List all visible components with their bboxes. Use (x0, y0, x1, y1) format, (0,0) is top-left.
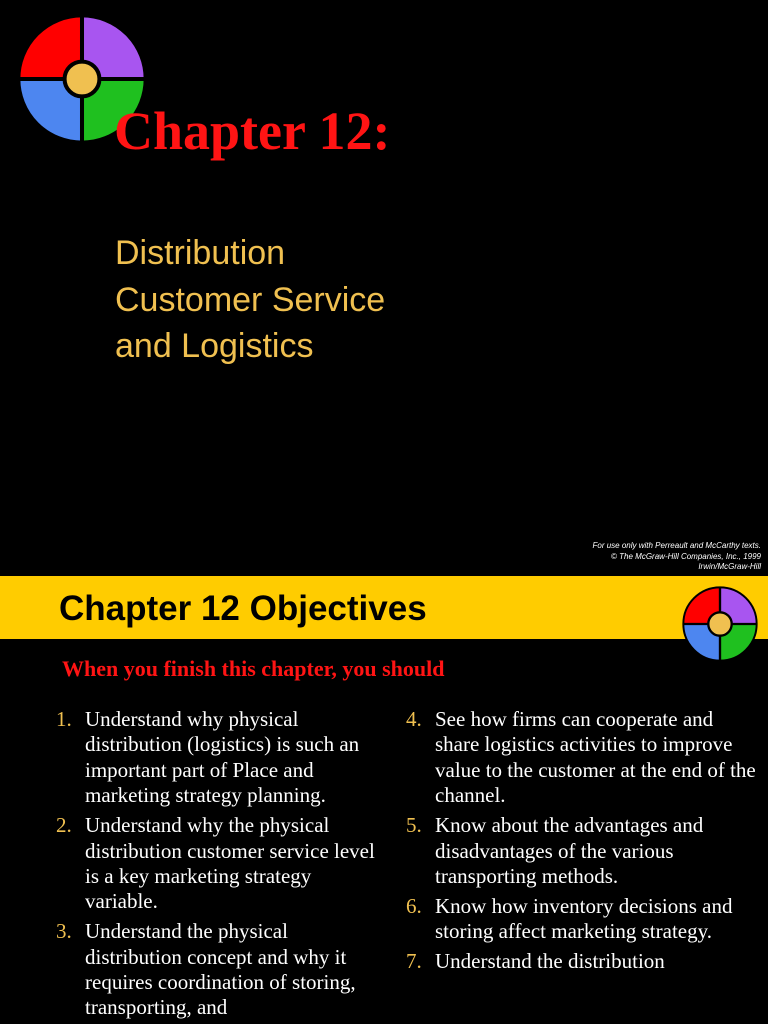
objective-number: 4. (406, 707, 422, 731)
objective-number: 1. (56, 707, 72, 731)
objective-text: Understand why the physical distribution customer service level is a key marketing strategy variable. (85, 813, 375, 914)
copyright-line: For use only with Perreault and McCarthy texts. (592, 541, 761, 550)
objective-number: 6. (406, 893, 422, 918)
copyright-line: © The McGraw-Hill Companies, Inc., 1999 (611, 551, 761, 561)
copyright-notice (592, 541, 761, 573)
objective-item (56, 919, 386, 1021)
subtitle-line: Distribution (115, 234, 286, 272)
objective-text: Understand why physical distribution (logistics) is such an important part of Place and marketing strategy planning. (85, 707, 360, 808)
color-wheel-logo (681, 585, 759, 663)
objective-text: Know about the advantages and disadvantages of the various transporting methods. (435, 813, 704, 888)
objective-text: Understand the distribution (435, 949, 665, 974)
objective-item (56, 707, 386, 809)
objective-item (406, 707, 756, 809)
objectives-list-left (56, 707, 386, 1024)
subtitle-line: Customer Service (115, 280, 386, 319)
slide-objectives (0, 576, 768, 1024)
subtitle-line: and Logistics (115, 327, 314, 365)
objective-number: 5. (406, 813, 422, 838)
chapter-title: Chapter 12: (114, 101, 391, 161)
title-banner (0, 576, 768, 639)
copyright-line: Irwin/McGraw-Hill (698, 562, 761, 571)
objective-item (406, 813, 756, 889)
objective-text: See how firms can cooperate and share logistics activities to improve value to the customer at the end of the channel. (435, 707, 756, 808)
objective-text: Know how inventory decisions and storing affect marketing strategy. (435, 893, 733, 944)
objective-item (406, 949, 756, 974)
objective-number: 7. (406, 949, 422, 974)
objectives-list-right (406, 707, 756, 979)
objective-number: 3. (56, 919, 72, 944)
objective-text: Understand the physical distribution concept and why it requires coordination of storing, transporting, and (85, 919, 356, 1020)
objective-item (56, 813, 386, 915)
objective-number: 2. (56, 813, 72, 838)
objectives-title: Chapter 12 Objectives (59, 589, 427, 628)
objective-item (406, 894, 756, 945)
chapter-subtitle (115, 230, 385, 370)
objectives-intro: When you finish this chapter, you should (62, 656, 445, 681)
